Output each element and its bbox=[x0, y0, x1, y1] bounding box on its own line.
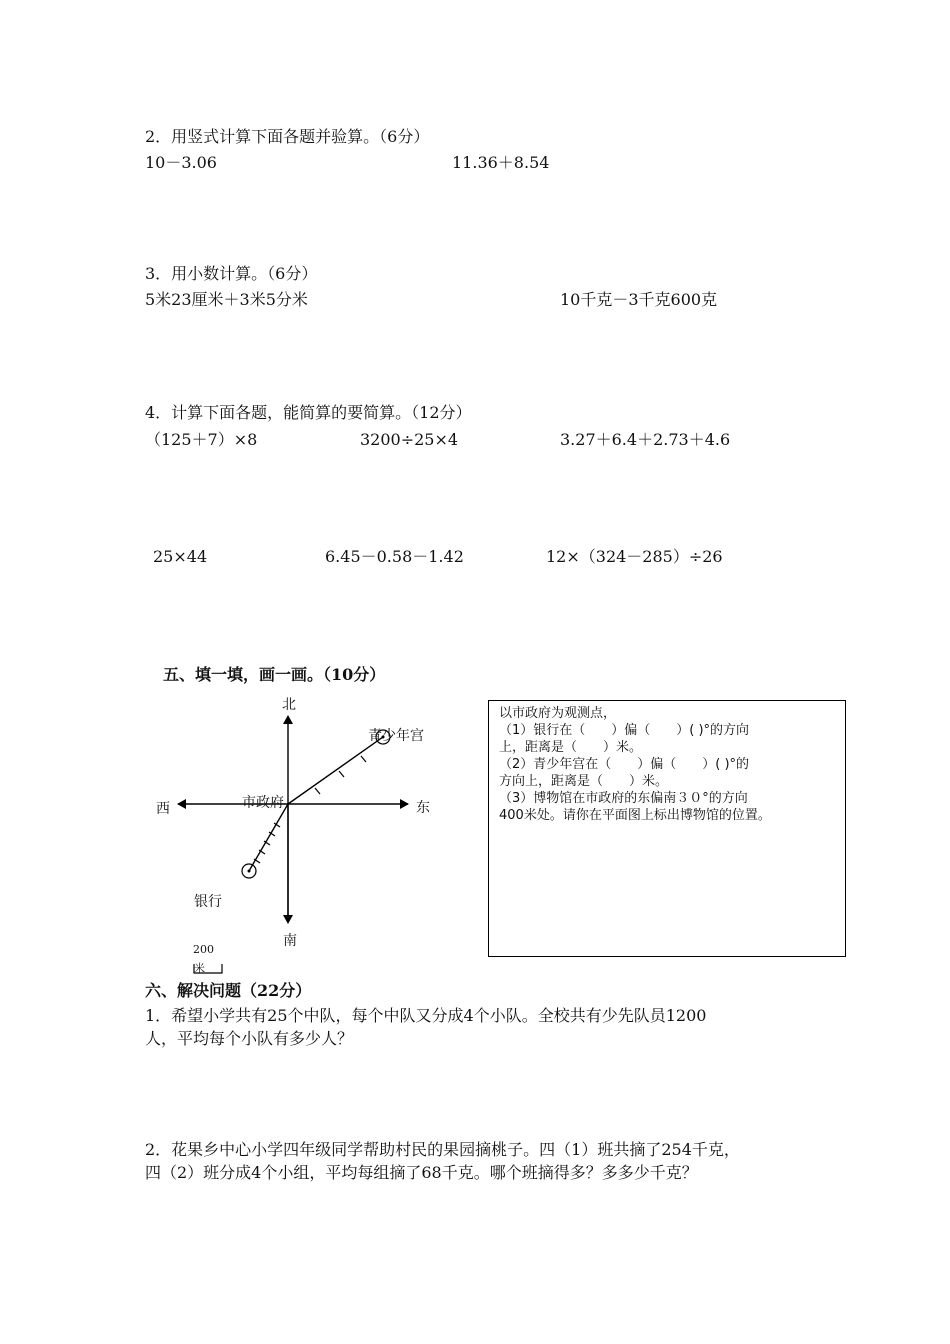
box-q2-line1: （2）青少年宫在（ ）偏（ ）( )°的 bbox=[499, 757, 750, 772]
box-q3-line2: 400米处。请你在平面图上标出博物馆的位置。 bbox=[499, 808, 771, 823]
q3-item-2: 10千克－3千克600克 bbox=[560, 290, 718, 309]
section6-title: 六、解决问题（22分） bbox=[145, 981, 312, 1000]
box-intro: 以市政府为观测点， bbox=[499, 706, 617, 721]
problem2-line2: 四（2）班分成4个小组，平均每组摘了68千克。哪个班摘得多？多多少千克？ bbox=[145, 1163, 698, 1182]
q2-item-2: 11.36＋8.54 bbox=[452, 153, 550, 172]
west-label: 西 bbox=[156, 801, 170, 817]
q4-row2-item-3: 12×（324－285）÷26 bbox=[546, 547, 723, 566]
bank-label: 银行 bbox=[194, 894, 222, 910]
q4-row1-item-2: 3200÷25×4 bbox=[360, 430, 459, 449]
box-q1-line2: 上，距离是（ ）米。 bbox=[499, 740, 643, 755]
box-q3-line1: （3）博物馆在市政府的东偏南３０°的方向 bbox=[499, 791, 748, 806]
problem1-line1: 1．希望小学共有25个中队，每个中队又分成4个小队。全校共有少先队员1200 bbox=[145, 1006, 707, 1025]
problem2-line1: 2．花果乡中心小学四年级同学帮助村民的果园摘桃子。四（1）班共摘了254千克， bbox=[145, 1140, 740, 1159]
youth-palace-line bbox=[288, 737, 383, 804]
q3-title: 3．用小数计算。（6分） bbox=[145, 264, 318, 283]
bank-line bbox=[249, 804, 288, 871]
city-hall-label: 市政府 bbox=[242, 795, 284, 811]
map-questions-box bbox=[488, 700, 846, 957]
q4-row1-item-3: 3.27＋6.4＋2.73＋4.6 bbox=[560, 430, 731, 449]
north-label: 北 bbox=[282, 697, 296, 713]
box-q2-line2: 方向上，距离是（ ）米。 bbox=[499, 774, 669, 789]
q4-title: 4．计算下面各题，能简算的要简算。（12分） bbox=[145, 403, 472, 422]
east-label: 东 bbox=[416, 800, 430, 816]
problem1-line2: 人，平均每个小队有多少人？ bbox=[145, 1029, 354, 1048]
box-q1-line1: （1）银行在（ ）偏（ ）( )°的方向 bbox=[499, 723, 750, 738]
q4-row2-item-1: 25×44 bbox=[153, 547, 208, 566]
q4-row2-item-2: 6.45－0.58－1.42 bbox=[325, 547, 464, 566]
q2-item-1: 10－3.06 bbox=[145, 153, 217, 172]
q2-title: 2．用竖式计算下面各题并验算。（6分） bbox=[145, 127, 430, 146]
south-label: 南 bbox=[283, 933, 297, 949]
section5-title: 五、填一填，画一画。（10分） bbox=[163, 665, 386, 684]
q4-row1-item-1: （125＋7）×8 bbox=[145, 430, 258, 449]
scale-unit: 米 bbox=[194, 962, 205, 975]
scale-value: 200 bbox=[193, 943, 214, 956]
direction-map bbox=[150, 690, 450, 980]
youth-palace-label: 青少年宫 bbox=[368, 728, 424, 744]
q3-item-1: 5米23厘米＋3米5分米 bbox=[145, 290, 308, 309]
